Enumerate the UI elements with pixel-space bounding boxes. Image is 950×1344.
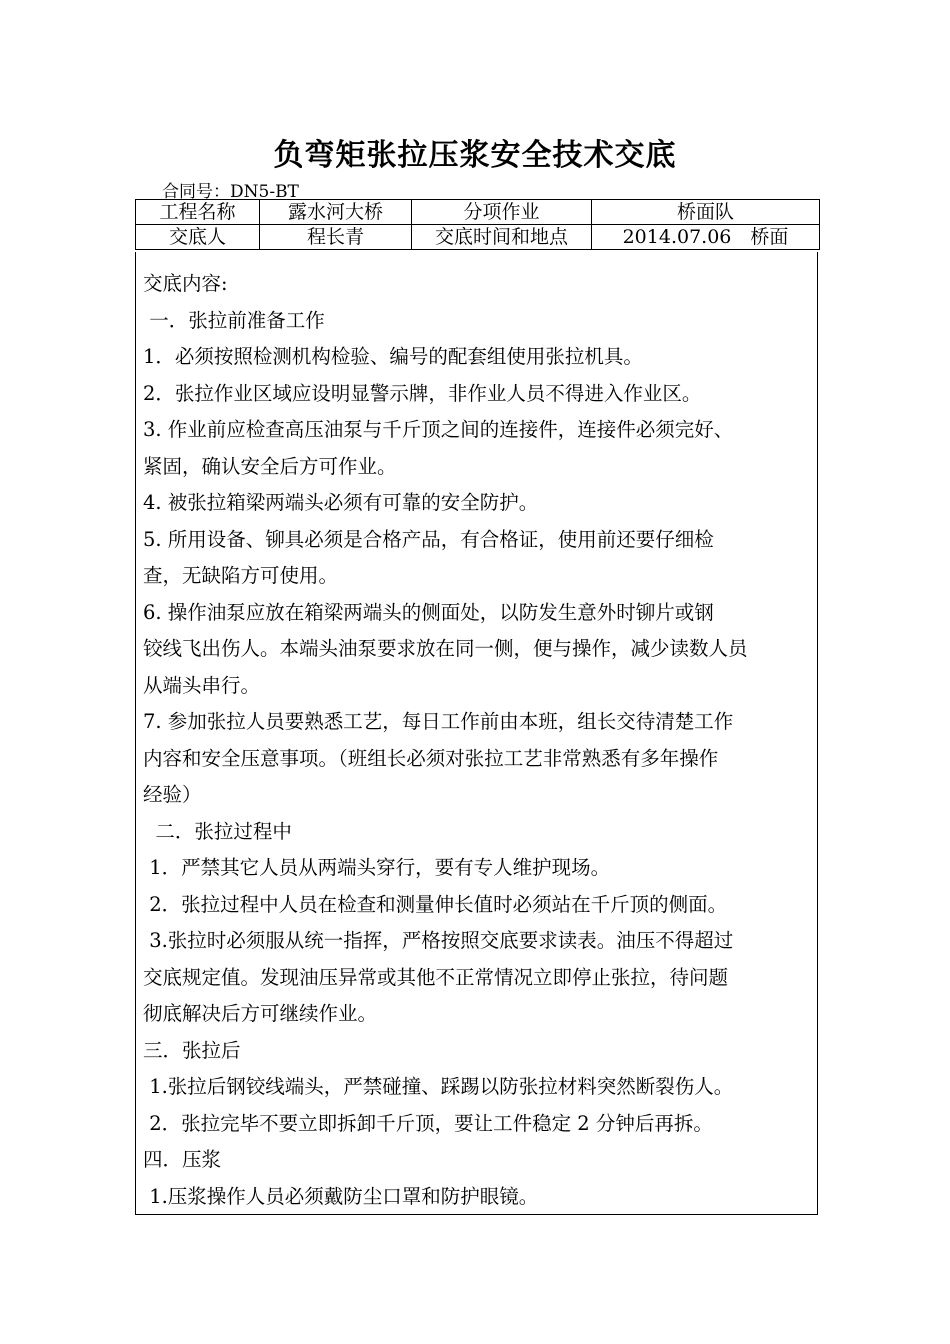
subitem-work-value: 桥面队: [592, 200, 820, 225]
project-info-row: [136, 200, 820, 225]
project-name-label: 工程名称: [136, 200, 260, 225]
content-line: 彻底解决后方可继续作业。: [143, 1002, 378, 1025]
content-line: 1.压浆操作人员必须戴防尘口罩和防护眼镜。: [143, 1184, 539, 1208]
content-line: 紧固，确认安全后方可作业。: [143, 454, 397, 478]
briefing-info-row: [136, 225, 820, 250]
briefer-value: 程长青: [260, 225, 412, 250]
content-line: 三．张拉后: [143, 1038, 241, 1062]
briefing-content: [143, 266, 811, 1215]
content-line: 6. 操作油泵应放在箱梁两端头的侧面处，以防发生意外时铆片或钢: [143, 600, 714, 624]
briefing-time-place-label: 交底时间和地点: [412, 225, 592, 250]
content-line: 内容和安全压意事项。（班组长必须对张拉工艺非常熟悉有多年操作: [143, 746, 719, 770]
content-line: 2．张拉过程中人员在检查和测量伸长值时必须站在千斤顶的侧面。: [143, 892, 728, 916]
content-line: 3. 作业前应检查高压油泵与千斤顶之间的连接件，连接件必须完好、: [143, 418, 734, 441]
content-line: 铰线飞出伤人。本端头油泵要求放在同一侧，便与操作，减少读数人员: [143, 637, 748, 660]
content-line: 7. 参加张拉人员要熟悉工艺，每日工作前由本班，组长交待清楚工作: [143, 710, 734, 733]
content-line: 四．压浆: [143, 1148, 222, 1171]
content-lines: [143, 303, 811, 1216]
subitem-work-label: 分项作业: [412, 200, 592, 225]
document-title: 负弯矩张拉压浆安全技术交底: [273, 138, 677, 173]
content-line: 5. 所用设备、铆具必须是合格产品，有合格证，使用前还要仔细检: [143, 527, 714, 551]
content-line: 3.张拉时必须服从统一指挥，严格按照交底要求读表。油压不得超过: [143, 929, 734, 952]
content-line: 1.张拉后钢铰线端头，严禁碰撞、踩踢以防张拉材料突然断裂伤人。: [143, 1075, 734, 1098]
content-line: 1．严禁其它人员从两端头穿行，要有专人维护现场。: [143, 856, 611, 879]
content-line: 从端头串行。: [143, 673, 261, 697]
content-line: 经验）: [143, 783, 202, 806]
contract-number: 合同号：DN5-BT: [162, 182, 299, 202]
content-heading: 交底内容:: [143, 272, 228, 295]
content-line: 二．张拉过程中: [143, 819, 292, 843]
briefing-time-place-value: 2014.07.06 桥面: [592, 225, 820, 250]
content-line: 交底规定值。发现油压异常或其他不正常情况立即停止张拉，待问题: [143, 965, 729, 989]
content-line: 1．必须按照检测机构检验、编号的配套组使用张拉机具。: [143, 345, 643, 368]
content-line: 一．张拉前准备工作: [143, 308, 325, 332]
content-line: 2．张拉完毕不要立即拆卸千斤顶，要让工件稳定 2 分钟后再拆。: [143, 1111, 713, 1135]
content-line: 4. 被张拉箱梁两端头必须有可靠的安全防护。: [143, 491, 539, 514]
content-line: 查，无缺陷方可使用。: [143, 564, 339, 587]
content-line: 2．张拉作业区域应设明显警示牌，非作业人员不得进入作业区。: [143, 381, 702, 405]
project-name-value: 露水河大桥: [260, 200, 412, 225]
briefer-label: 交底人: [136, 225, 260, 250]
project-info-table: [135, 199, 820, 250]
